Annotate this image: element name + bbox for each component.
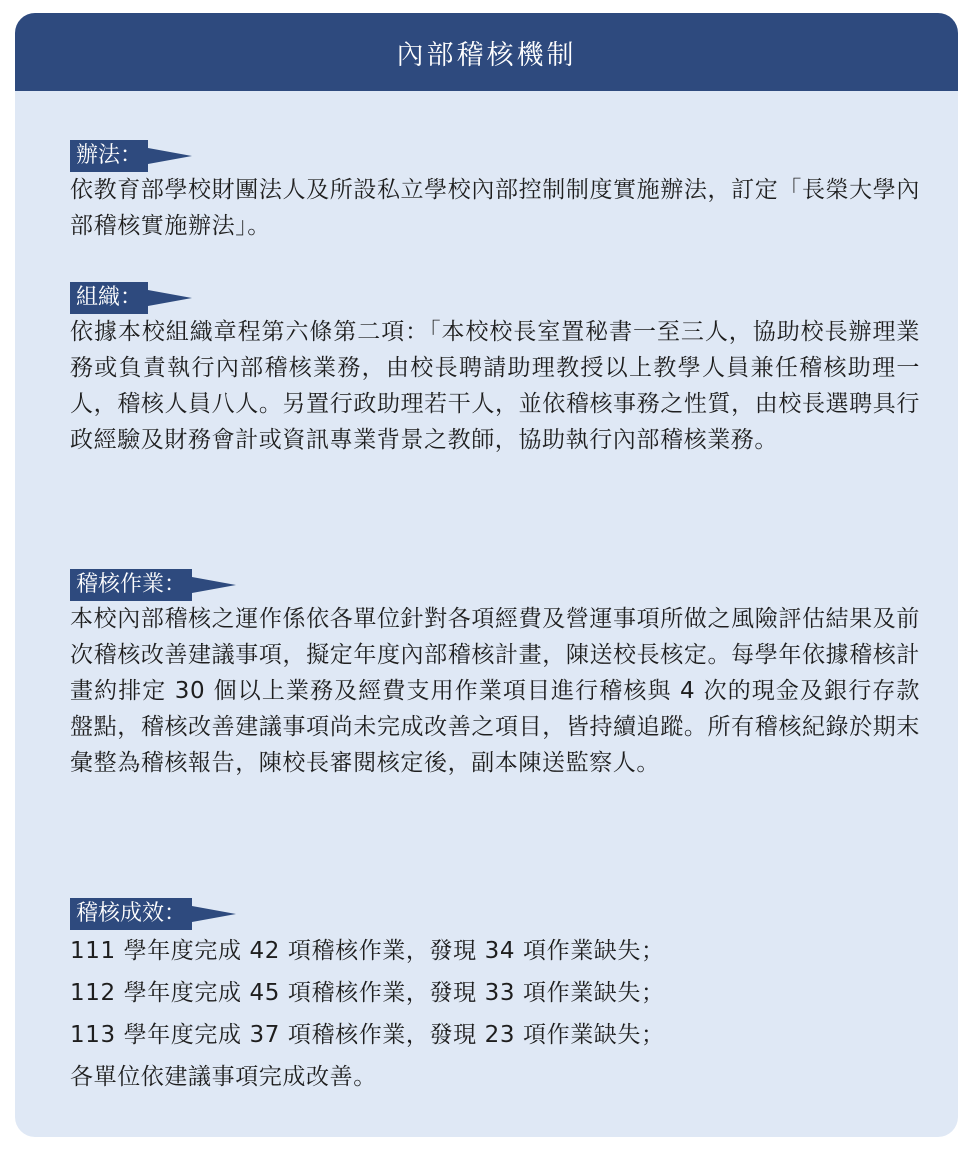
section-label: 組織：	[70, 282, 148, 314]
tag-arrow-icon	[148, 146, 192, 166]
section-label: 稽核作業：	[70, 569, 192, 601]
section-tag	[70, 898, 236, 930]
section-method	[70, 140, 920, 244]
tag-arrow-icon	[192, 575, 236, 595]
section-label: 稽核成效：	[70, 898, 192, 930]
section-tag	[70, 282, 192, 314]
results-list	[70, 930, 920, 1098]
tag-arrow-icon	[192, 904, 236, 924]
section-organization	[70, 282, 920, 458]
panel-header	[15, 13, 958, 91]
tag-arrow-icon	[148, 288, 192, 308]
section-tag	[70, 140, 192, 172]
result-line: 各單位依建議事項完成改善。	[70, 1064, 377, 1090]
result-line: 112 學年度完成 45 項稽核作業，發現 33 項作業缺失；	[70, 980, 665, 1006]
section-tag	[70, 569, 236, 601]
page-title: 內部稽核機制	[396, 39, 577, 71]
section-audit-results	[70, 898, 920, 1098]
result-line: 111 學年度完成 42 項稽核作業，發現 34 項作業缺失；	[70, 938, 665, 964]
section-body: 依據本校組織章程第六條第二項：「本校校長室置秘書一至三人，協助校長辦理業務或負責執行內部稽核業務，由校長聘請助理教授以上教學人員兼任稽核助理一人，稽核人員八人。另置行政助理若干人，並依稽核事務之性質，由校長選聘具行政經驗及財務會計或資訊專業背景之教師，協助執行內部稽核業務。	[70, 319, 920, 453]
section-label: 辦法：	[70, 140, 148, 172]
content-panel	[15, 13, 958, 1137]
section-body: 本校內部稽核之運作係依各單位針對各項經費及營運事項所做之風險評估結果及前次稽核改善建議事項，擬定年度內部稽核計畫，陳送校長核定。每學年依據稽核計畫約排定 30 個以上業務及經費支用作業項目進行稽核與 4 次的現金及銀行存款盤點，稽核改善建議事項尚未完成改善之項目，皆持續追蹤。所有稽核紀錄於期末彙整為稽核報告，陳校長審閱核定後，副本陳送監察人。	[70, 606, 920, 776]
section-body: 依教育部學校財團法人及所設私立學校內部控制制度實施辦法，訂定「長榮大學內部稽核實施辦法」。	[70, 177, 920, 239]
result-line: 113 學年度完成 37 項稽核作業，發現 23 項作業缺失；	[70, 1022, 665, 1048]
section-audit-operation	[70, 569, 920, 781]
